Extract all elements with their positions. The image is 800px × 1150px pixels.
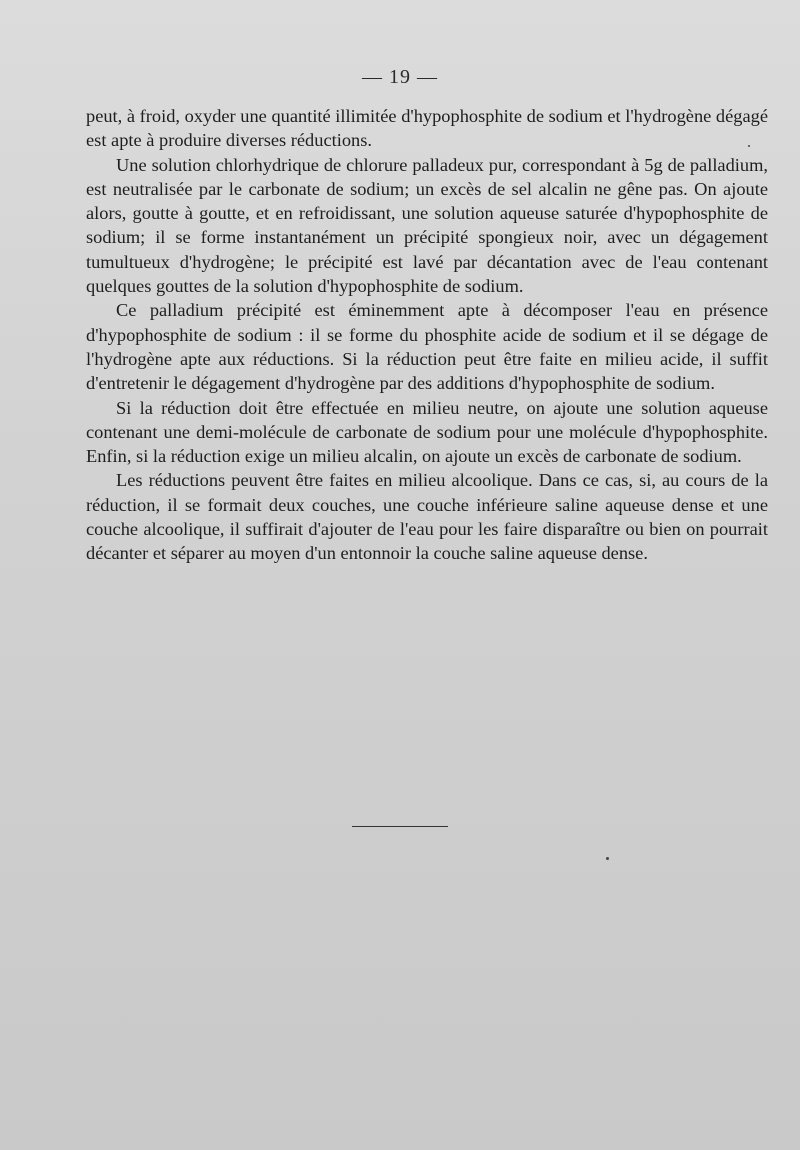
paragraph-2: Une solution chlorhydrique de chlorure palladeux pur, correspondant à 5g de palladium, est neutralisée par le carbonate de sodium; un excès de sel alcalin ne gêne pas. On ajoute alors, goutte à goutte, et en refroidissant, une solution aqueuse saturée d'hypophosphite de sodium; il se forme instantanément un précipité spongieux noir, avec un dégagement tumultueux d'hydrogène; le précipité est lavé par décantation avec de l'eau contenant quelques gouttes de la solution d'hypophosphite de sodium. <box>86 154 768 297</box>
paragraph-4: Si la réduction doit être effectuée en milieu neutre, on ajoute une solution aqueuse contenant une demi-molécule de carbonate de sodium pour une molécule d'hypophosphite. Enfin, si la réduction exige un milieu alcalin, on ajoute un excès de carbonate de sodium. <box>86 397 768 467</box>
ink-speck <box>606 857 609 860</box>
paragraph-3: Ce palladium précipité est éminemment apte à décomposer l'eau en présence d'hypophosphite de sodium : il se forme du phosphite acide de sodium et il se dégage de l'hydrogène apte aux réductions. Si la réduction peut être faite en milieu acide, il suffit d'entretenir le dégagement d'hydrogène par des additions d'hypophosphite de sodium. <box>86 300 768 394</box>
page-number: — 19 — <box>362 66 438 88</box>
body-text <box>86 104 768 566</box>
section-divider-rule <box>352 826 448 827</box>
paragraph-1: peut, à froid, oxyder une quantité illimitée d'hypophosphite de sodium et l'hydrogène dégagé est apte à produire diverses réductions. <box>86 106 768 151</box>
paragraph-5: Les réductions peuvent être faites en milieu alcoolique. Dans ce cas, si, au cours de la réduction, il se formait deux couches, une couche inférieure saline aqueuse dense et une couche alcoolique, il suffirait d'ajouter de l'eau pour les faire disparaître ou bien on pourrait décanter et séparer au moyen d'un entonnoir la couche saline aqueuse dense. <box>86 470 768 564</box>
ink-speck <box>748 145 750 147</box>
